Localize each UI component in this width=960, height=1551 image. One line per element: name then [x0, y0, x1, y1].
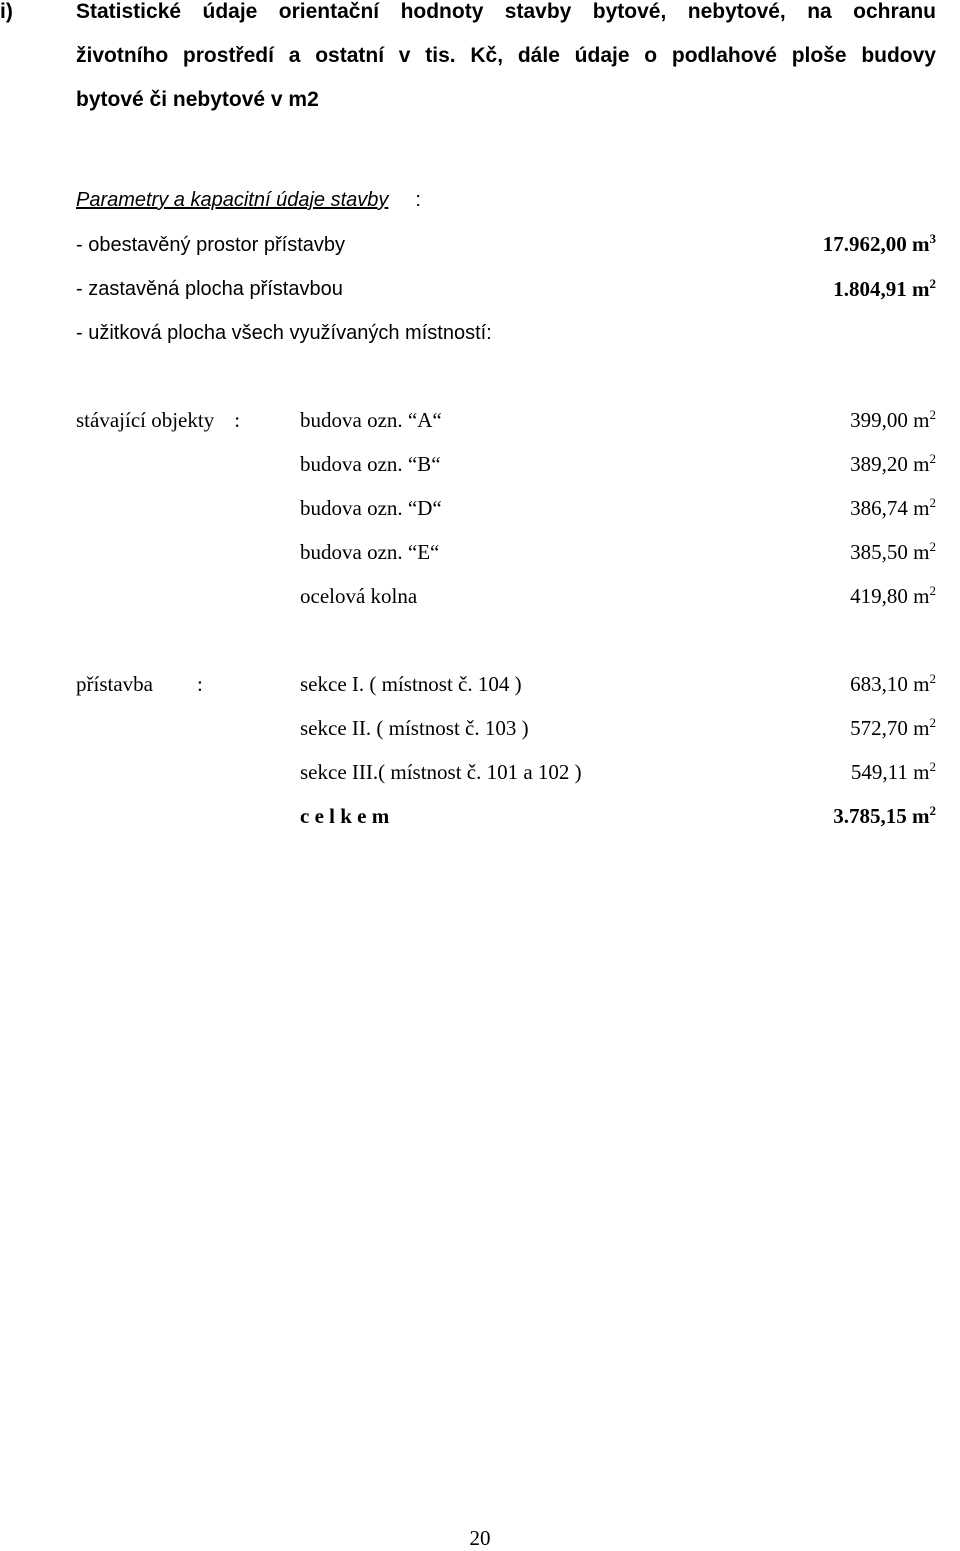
- existing-label: stávající objekty :: [76, 408, 241, 432]
- existing-item-name: budova ozn. “B“: [300, 452, 441, 476]
- page-number: 20: [469, 1526, 491, 1550]
- total-label: c e l k e m: [300, 804, 390, 828]
- existing-item-name: budova ozn. “A“: [300, 408, 442, 432]
- existing-item-value: 389,20 $m^2$: [850, 451, 936, 476]
- param-built-area-label: - zastavěná plocha přístavbou: [76, 278, 343, 300]
- existing-item-name: budova ozn. “E“: [300, 540, 440, 564]
- total-value: 3.785,15 $m^2$: [833, 803, 936, 828]
- extension-item-value: 549,11 $m^2$: [850, 759, 936, 784]
- heading-line-2: životního prostředí a ostatní v tis. Kč, dále údaje o podlahové ploše budovy: [76, 44, 936, 67]
- param-built-volume-label: - obestavěný prostor přístavby: [76, 234, 346, 256]
- existing-item-value: 419,80 $m^2$: [850, 583, 936, 608]
- extension-item-value: 572,70 $m^2$: [850, 715, 936, 740]
- existing-item-value: 385,50 $m^2$: [850, 539, 936, 564]
- extension-item-name: sekce II. ( místnost č. 103 ): [300, 716, 529, 740]
- existing-item-name: ocelová kolna: [300, 584, 418, 608]
- existing-item-value: 386,74 $m^2$: [850, 495, 936, 520]
- heading-line-1: Statistické údaje orientační hodnoty stavby bytové, nebytové, na ochranu: [76, 0, 936, 23]
- param-built-volume-value: 17.962,00 $m^3$: [822, 231, 936, 256]
- parameters-heading: [76, 189, 421, 212]
- extension-item-name: sekce I. ( místnost č. 104 ): [300, 672, 522, 696]
- section-marker: i): [0, 0, 13, 23]
- extension-label: přístavba :: [76, 672, 203, 696]
- param-built-area-value: 1.804,91 $m^2$: [833, 276, 936, 301]
- parameters-title: Parametry a kapacitní údaje stavby: [76, 189, 389, 211]
- existing-item-value: 399,00 $m^2$: [850, 407, 936, 432]
- parameters-title-colon: :: [415, 189, 421, 211]
- param-usable-area-label: - užitková plocha všech využívaných místností:: [76, 322, 492, 344]
- existing-item-name: budova ozn. “D“: [300, 496, 442, 520]
- heading-line-3: bytové či nebytové v m2: [76, 88, 319, 111]
- extension-item-name: sekce III.( místnost č. 101 a 102 ): [300, 760, 582, 784]
- extension-item-value: 683,10 $m^2$: [850, 671, 936, 696]
